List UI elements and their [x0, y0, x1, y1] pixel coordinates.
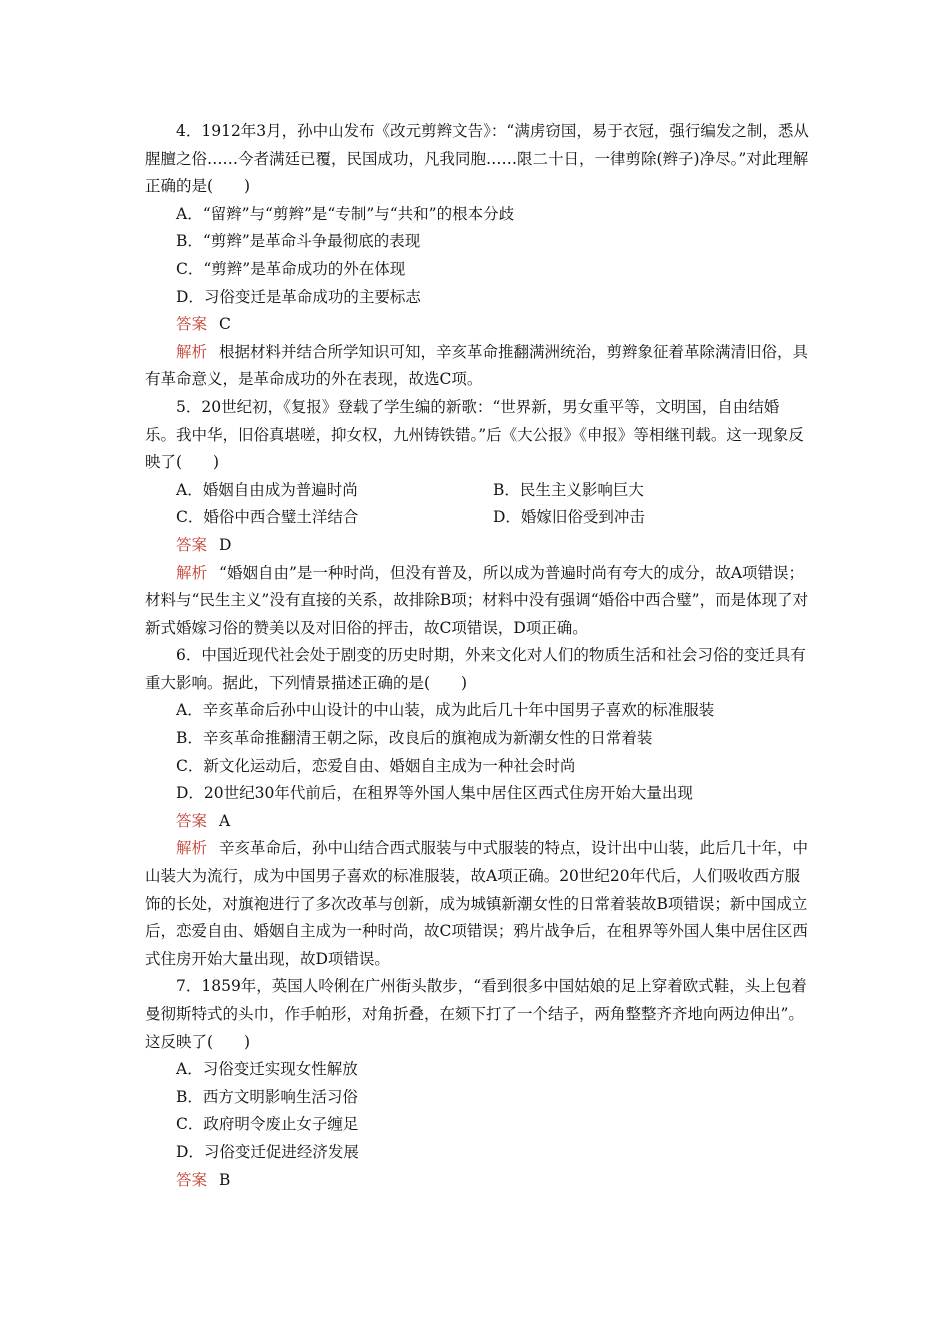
explanation-text: 辛亥革命后，孙中山结合西式服装与中式服装的特点，设计出中山装，此后几十年，中山装大为流行，成为中国男子喜欢的标准服装，故A项正确。20世纪20年代后，人们吸收西方服饰的长处，对旗袍进行了多次改革与创新，成为城镇新潮女性的日常着装故B项错误；新中国成立后，恋爱自由、婚姻自主成为一种时尚，故C项错误；鸦片战争后，在租界等外国人集中居住区西式住房开始大量出现，故D项错误。: [145, 839, 809, 968]
answer-label: 答案: [176, 811, 208, 830]
option-b: B．西方文明影响生活习俗: [176, 1087, 358, 1106]
explanation-text: 根据材料并结合所学知识可知，辛亥革命推翻满洲统治，剪辫象征着革除满清旧俗，具有革命意义，是革命成功的外在表现，故选C项。: [145, 342, 809, 389]
explanation-text: “婚姻自由”是一种时尚，但没有普及，所以成为普遍时尚有夸大的成分，故A项错误；材料与“民生主义”没有直接的关系，故排除B项；材料中没有强调“婚俗中西合璧”，而是体现了对新式婚嫁习俗的赞美以及对旧俗的抨击，故C项错误，D项正确。: [145, 563, 809, 637]
answer-line: [145, 1167, 810, 1195]
document-page: [145, 118, 810, 1194]
explanation-label: 解析: [176, 839, 208, 858]
question-stem: 6．中国近现代社会处于剧变的历史时期，外来文化对人们的物质生活和社会习俗的变迁具有重大影响。据此，下列情景描述正确的是( ): [145, 646, 806, 692]
option-a: A．“留辫”与“剪辫”是“专制”与“共和”的根本分歧: [176, 204, 515, 223]
question-stem: 7．1859年，英国人呤俐在广州街头散步，“看到很多中国姑娘的足上穿着欧式鞋，头上包着曼彻斯特式的头巾，作手帕形，对角折叠，在颏下打了一个结子，两角整整齐齐地向两边伸出”。这反映了( ): [145, 977, 807, 1051]
answer-label: 答案: [176, 315, 208, 334]
explanation: [145, 560, 810, 643]
answer-value: A: [219, 811, 231, 830]
option-c: C．婚俗中西合璧土洋结合: [176, 508, 359, 527]
option-d: D．婚嫁旧俗受到冲击: [493, 508, 645, 527]
option-c: C．政府明令废止女子缠足: [176, 1115, 359, 1134]
option-b: B．辛亥革命推翻清王朝之际，改良后的旗袍成为新潮女性的日常着装: [176, 729, 653, 748]
explanation: [145, 835, 810, 973]
question-stem: 4．1912年3月，孙中山发布《改元剪辫文告》：“满虏窃国，易于衣冠，强行编发之制，悉从腥膻之俗……今者满廷已覆，民国成功，凡我同胞……限二十日，一律剪除(辫子)净尽。”对此理解正确的是( ): [145, 122, 809, 196]
option-d: D．习俗变迁是革命成功的主要标志: [176, 287, 421, 306]
explanation-label: 解析: [176, 342, 208, 361]
option-b: B．“剪辫”是革命斗争最彻底的表现: [176, 232, 421, 251]
answer-line: [145, 311, 810, 339]
answer-value: C: [219, 315, 231, 334]
question-stem: 5．20世纪初，《复报》登载了学生编的新歌：“世界新，男女重平等，文明国，自由结婚乐。我中华，旧俗真堪嗟，抑女权，九州铸铁错。”后《大公报》《申报》等相继刊载。这一现象反映了( ): [145, 397, 804, 472]
explanation-label: 解析: [176, 563, 208, 582]
options-row: [145, 477, 810, 505]
option-a: A．婚姻自由成为普遍时尚: [176, 480, 358, 499]
question-6: [145, 642, 810, 973]
answer-line: [145, 532, 810, 560]
answer-label: 答案: [176, 1170, 208, 1189]
answer-label: 答案: [176, 535, 208, 554]
question-4: [145, 118, 810, 394]
option-d: D．习俗变迁促进经济发展: [176, 1142, 359, 1161]
explanation: [145, 339, 810, 394]
answer-value: D: [219, 535, 232, 554]
option-a: A．辛亥革命后孙中山设计的中山装，成为此后几十年中国男子喜欢的标准服装: [176, 701, 715, 720]
question-7: [145, 973, 810, 1194]
options-row: [145, 504, 810, 532]
answer-value: B: [219, 1170, 231, 1189]
option-a: A．习俗变迁实现女性解放: [176, 1060, 358, 1079]
option-c: C．“剪辫”是革命成功的外在体现: [176, 259, 406, 278]
option-c: C．新文化运动后，恋爱自由、婚姻自主成为一种社会时尚: [176, 756, 576, 775]
question-5: [145, 394, 810, 642]
option-d: D．20世纪30年代前后，在租界等外国人集中居住区西式住房开始大量出现: [176, 784, 693, 803]
answer-line: [145, 808, 810, 836]
option-b: B．民生主义影响巨大: [493, 480, 644, 499]
